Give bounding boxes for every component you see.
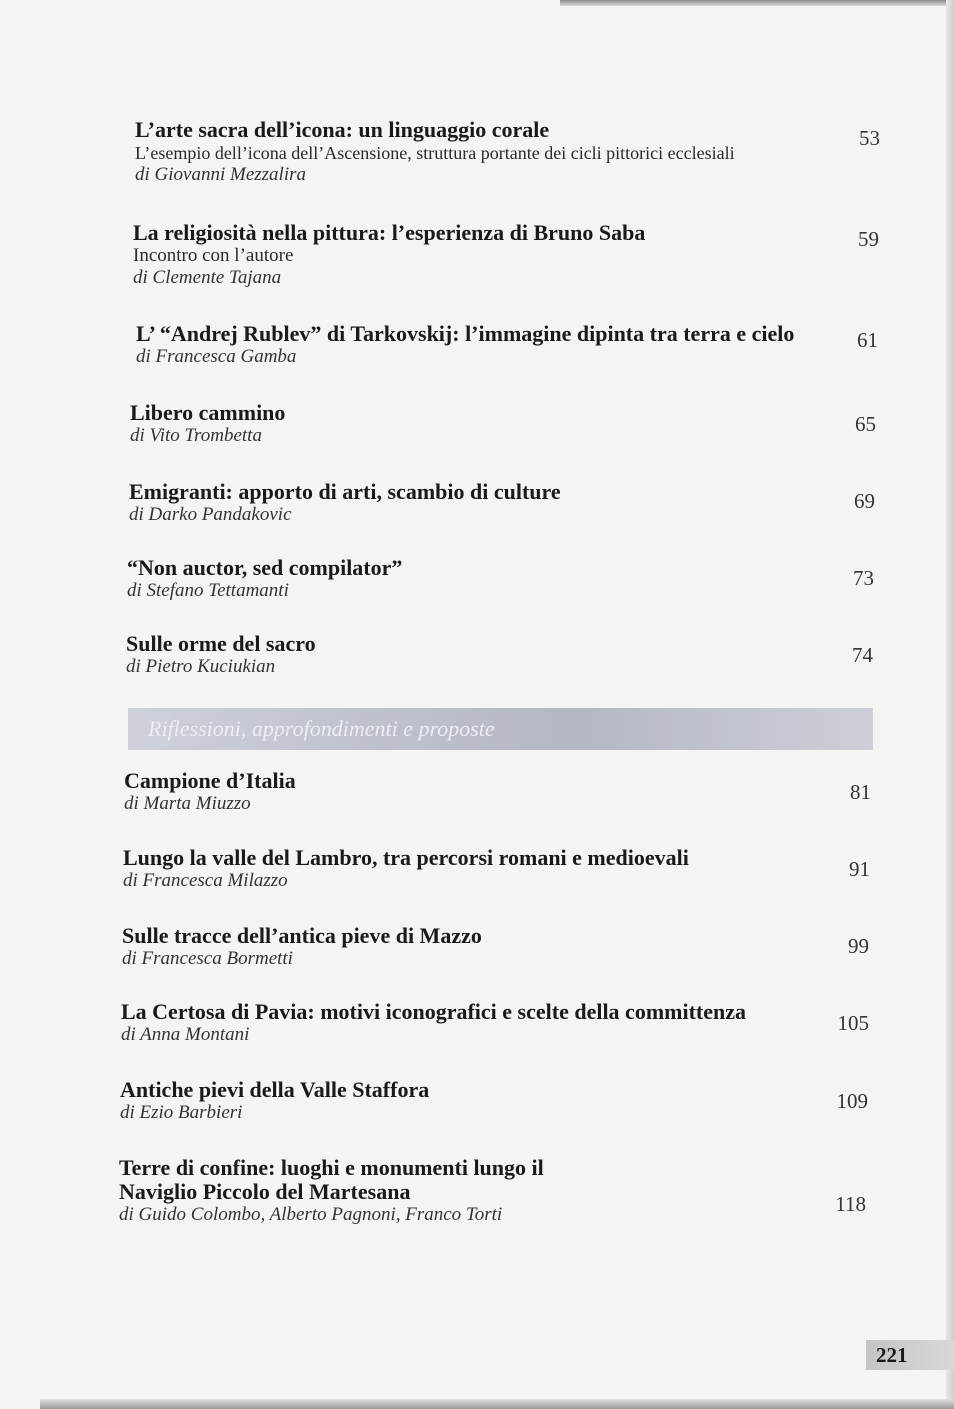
- entry-page-number: 81: [850, 780, 871, 804]
- toc-entry: [133, 221, 893, 289]
- entry-author: di Ezio Barbieri: [120, 1102, 243, 1123]
- entry-page-number: 91: [849, 857, 870, 881]
- entry-subtitle: L’esempio dell’icona dell’Ascensione, struttura portante dei cicli pittorici ecclesiali: [135, 143, 735, 163]
- entry-title: Antiche pievi della Valle Staffora: [120, 1077, 430, 1102]
- entry-page-number: 65: [855, 412, 876, 436]
- toc-entry: [135, 118, 895, 186]
- toc-entry: [129, 480, 889, 526]
- entry-author: di Vito Trombetta: [130, 425, 262, 446]
- toc-entry: [120, 1078, 880, 1124]
- entry-title: La Certosa di Pavia: motivi iconografici e scelte della committenza: [121, 999, 747, 1024]
- entry-page-number: 105: [837, 1011, 869, 1035]
- toc-entry: [136, 322, 896, 368]
- entry-page-number: 109: [836, 1089, 868, 1113]
- entry-page-number: 74: [852, 643, 873, 667]
- entry-title: L’ “Andrej Rublev” di Tarkovskij: l’immagine dipinta tra terra e cielo: [136, 321, 795, 346]
- entry-author: di Stefano Tettamanti: [127, 580, 289, 601]
- toc-entry: [124, 769, 884, 815]
- entry-page-number: 69: [854, 489, 875, 513]
- page-edge-bottom: [40, 1399, 954, 1409]
- entry-title: Lungo la valle del Lambro, tra percorsi romani e medioevali: [123, 845, 689, 870]
- entry-page-number: 59: [858, 227, 879, 251]
- toc-entry: [126, 632, 886, 678]
- entry-title: Emigranti: apporto di arti, scambio di culture: [129, 479, 561, 504]
- entry-author: di Darko Pandakovic: [129, 504, 292, 525]
- entry-title: Terre di confine: luoghi e monumenti lungo il: [119, 1155, 544, 1180]
- entry-author: di Giovanni Mezzalira: [135, 164, 306, 185]
- entry-title: La religiosità nella pittura: l’esperienza di Bruno Saba: [133, 220, 646, 245]
- page-edge-top: [560, 0, 954, 6]
- section-heading-band: [128, 708, 873, 750]
- entry-author: di Anna Montani: [121, 1024, 250, 1045]
- entry-page-number: 73: [853, 566, 874, 590]
- entry-page-number: 99: [848, 934, 869, 958]
- toc-entry: [130, 401, 890, 447]
- entry-author: di Francesca Bormetti: [122, 948, 293, 969]
- entry-title-line2: Naviglio Piccolo del Martesana: [119, 1179, 411, 1204]
- entry-author: di Guido Colombo, Alberto Pagnoni, Franco Torti: [119, 1204, 503, 1225]
- entry-title: Sulle tracce dell’antica pieve di Mazzo: [122, 923, 482, 948]
- toc-entry: [123, 846, 883, 892]
- entry-author: di Francesca Gamba: [136, 346, 297, 367]
- entry-page-number: 118: [835, 1192, 866, 1216]
- entry-author: di Marta Miuzzo: [124, 793, 251, 814]
- page-edge-right: [946, 0, 954, 1409]
- entry-page-number: 53: [859, 126, 880, 150]
- toc-entry: [119, 1156, 879, 1226]
- entry-title: Libero cammino: [130, 400, 286, 425]
- toc-entry: [127, 556, 887, 602]
- entry-title: Sulle orme del sacro: [126, 631, 316, 656]
- entry-page-number: 61: [857, 328, 878, 352]
- entry-author: di Francesca Milazzo: [123, 870, 288, 891]
- entry-title: L’arte sacra dell’icona: un linguaggio corale: [135, 117, 550, 142]
- page-number: 221: [876, 1343, 908, 1367]
- toc-entry: [122, 924, 882, 970]
- entry-author: di Clemente Tajana: [133, 267, 282, 288]
- entry-title: Campione d’Italia: [124, 768, 296, 793]
- section-heading: Riflessioni, approfondimenti e proposte: [148, 716, 495, 741]
- toc-entry: [121, 1000, 881, 1046]
- entry-author: di Pietro Kuciukian: [126, 656, 276, 677]
- entry-title: “Non auctor, sed compilator”: [127, 555, 403, 580]
- entry-subtitle: Incontro con l’autore: [133, 245, 294, 266]
- page-number-box: [866, 1340, 954, 1370]
